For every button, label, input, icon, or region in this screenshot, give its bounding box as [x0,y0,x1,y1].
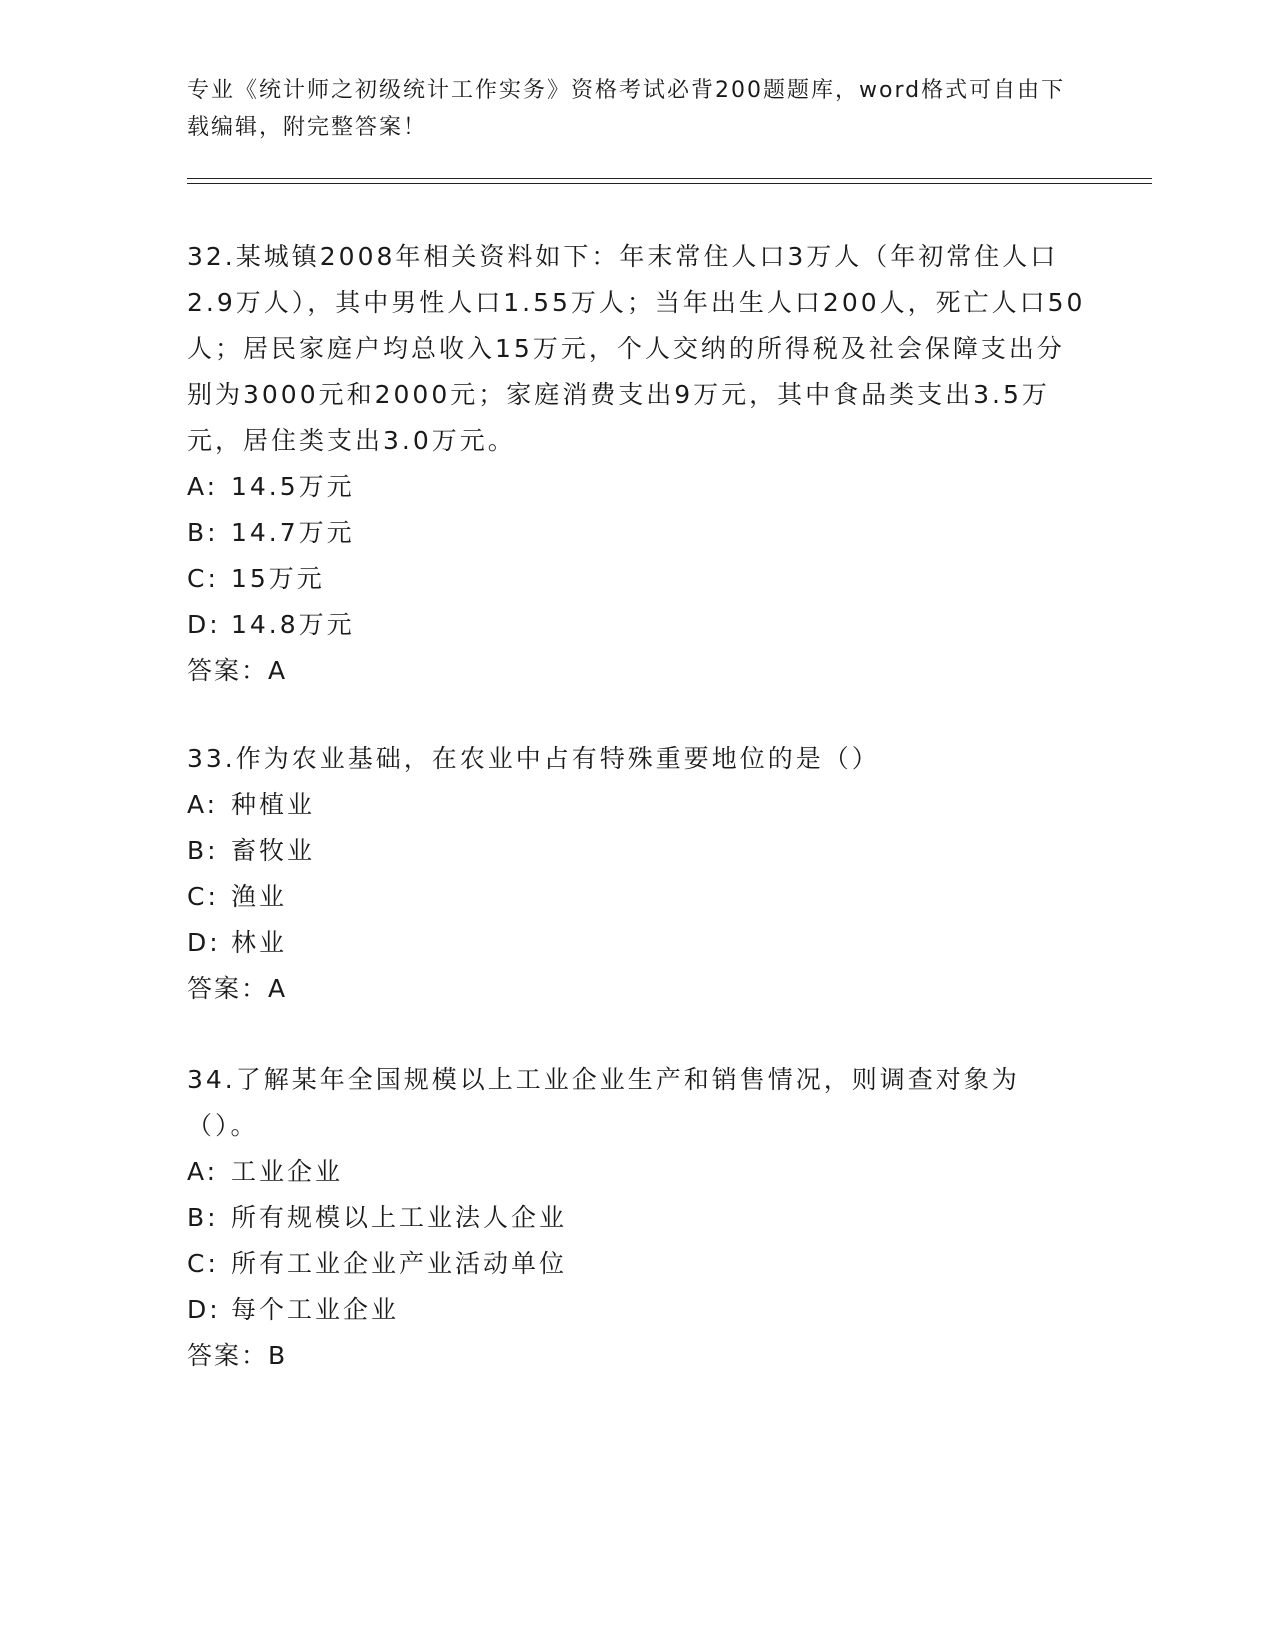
option-d [187,602,1087,648]
option-text: 林业 [231,928,288,957]
answer-line: 答案：A [187,974,288,1003]
option-key: A: [187,790,219,819]
option-d [187,1287,1087,1333]
header-divider-top [187,178,1152,179]
option-c [187,1241,1087,1287]
option-c [187,556,1087,602]
option-key: B: [187,836,219,865]
option-text: 15万元 [231,564,325,593]
option-key: C: [187,564,219,593]
question-32 [187,234,1087,694]
option-key: D: [187,610,221,639]
option-key: D: [187,1295,221,1324]
option-key: C: [187,1249,219,1278]
option-text: 14.7万元 [231,518,355,547]
option-text: 工业企业 [231,1157,344,1186]
option-key: B: [187,1203,219,1232]
question-stem: 33.作为农业基础，在农业中占有特殊重要地位的是（） [187,744,880,773]
document-header [187,72,1067,146]
option-text: 渔业 [231,882,288,911]
option-a [187,464,1087,510]
option-c [187,874,1087,920]
option-text: 所有工业企业产业活动单位 [231,1249,568,1278]
header-intro-text: 专业《统计师之初级统计工作实务》资格考试必背200题题库，word格式可自由下载编辑，附完整答案！ [187,78,1066,140]
option-b [187,828,1087,874]
header-divider-bottom [187,183,1152,184]
option-a [187,1149,1087,1195]
option-key: A: [187,472,219,501]
option-a [187,782,1087,828]
option-text: 每个工业企业 [231,1295,400,1324]
answer-line: 答案：B [187,1341,288,1370]
option-key: A: [187,1157,219,1186]
question-33 [187,736,1087,1012]
option-text: 畜牧业 [231,836,316,865]
option-key: B: [187,518,219,547]
question-34 [187,1057,1087,1379]
question-stem: 32.某城镇2008年相关资料如下：年末常住人口3万人（年初常住人口2.9万人），其中男性人口1.55万人；当年出生人口200人，死亡人口50人；居民家庭户均总收入15万元，个人交纳的所得税及社会保障支出分别为3000元和2000元；家庭消费支出9万元，其中食品类支出3.5万元，居住类支出3.0万元。 [187,242,1086,455]
option-d [187,920,1087,966]
option-text: 所有规模以上工业法人企业 [231,1203,568,1232]
option-text: 14.5万元 [231,472,355,501]
option-text: 种植业 [231,790,316,819]
question-stem: 34.了解某年全国规模以上工业企业生产和销售情况，则调查对象为（）。 [187,1065,1020,1140]
option-b [187,1195,1087,1241]
option-b [187,510,1087,556]
option-text: 14.8万元 [231,610,355,639]
option-key: D: [187,928,221,957]
option-key: C: [187,882,219,911]
answer-line: 答案：A [187,656,288,685]
